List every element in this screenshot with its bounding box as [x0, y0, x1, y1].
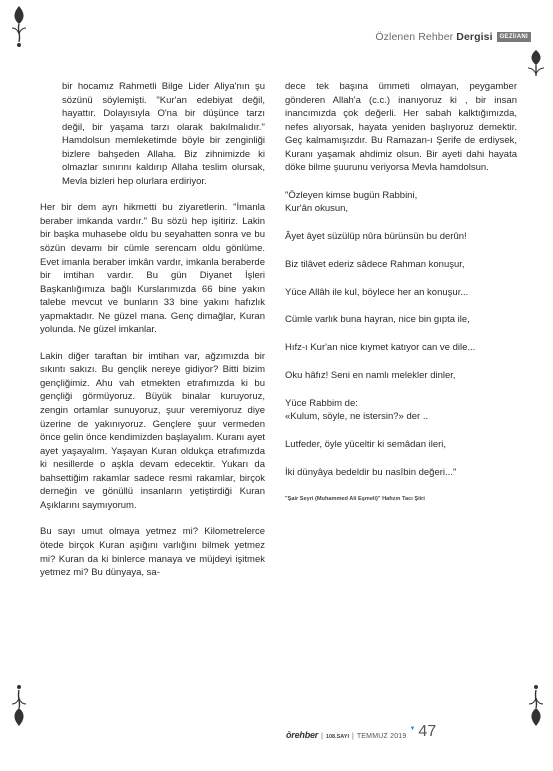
poem-verse: Âyet âyet süzülüp nûra bürünsün bu derûn! [285, 231, 467, 243]
poem-verse: Hıfz-ı Kur'an nice kıymet katıyor can ve dile... [285, 342, 476, 354]
poem-verse: Yüce Allâh ile kul, böylece her an konuşur... [285, 286, 469, 298]
poem-verse: Biz tilâvet ederiz sâdece Rahman konuşur, [285, 258, 465, 270]
magazine-name [375, 31, 492, 43]
paragraph: Lakin diğer taraftan bir imtihan var, ağzımızda bir sıkıntı sakızı. Bu gençlik nereye gidiyor? Bitti bizim gençliğimiz. Ahu vah etmekten etrafımızda ki bu gençliği görmüyoruz. Büyük binalar kuruyoruz, zengin ortamlar sunuyoruz, şuur veremiyoruz diye üzerine de yakınıyoruz. Gençlere şuur vermeden önce gelin önce kendimizden başlayalım. Kuranı ayet ayet yaşayalım. Yaşayan Kuran oldukça etrafımızda ki nesillerde o aşkla devam edecektir. Yukarı da bahsettiğim rakamlar sadece resmi rakamlar, birçok derneğin ve gönüllü insanların yetiştirdiği Kuran Aşıklarını saymıyorum. [40, 350, 265, 511]
magazine-name-bold: Dergisi [456, 31, 493, 43]
arrow-down-icon: ▼ [409, 726, 416, 732]
issue-number: 108.SAYI [325, 734, 349, 740]
corner-ornament-icon [525, 48, 547, 80]
poem-verse: Lutfeder, öyle yüceltir ki semâdan ileri, [285, 438, 447, 450]
poem-credit: "Şair Seyri (Muhammed Ali Eşmeli)" Hafızın Tacı Şiiri [285, 496, 425, 503]
footer-brand: ōrehber [286, 730, 319, 740]
poem-verse: "Özleyen kimse bugün Rabbini, Kur'ân okusun, [285, 189, 418, 215]
poem [285, 189, 517, 479]
section-tag: GEZİ/ANI [497, 32, 531, 42]
divider: | [321, 733, 323, 740]
page-number: 47 [418, 723, 437, 740]
poem-verse: İki dünyâya bedeldir bu nasîbin değeri..." [285, 466, 457, 478]
page-footer [286, 724, 436, 740]
magazine-name-prefix: Özlenen Rehber [375, 31, 454, 43]
paragraph: Her bir dem ayrı hikmetti bu ziyaretlerin. "İmanla beraber imkanda vardır." Bu sözü hep işitiriz. Lakin bir başka muhasebe oldu bu seyahatten sonra ve bu sözün devamı bir cümle serencam oldu gönlüme. Evet imanla beraber imkân vardır, imkanla beraberde bir imtihan vardır. Bu gün Diyanet İşleri Başkanlığımıza bağlı Kurslarımızda 66 bine yakın talebe mevcut ve bunların 33 bine yakını hafızlık yapmaktadır. Ne güzel mana. Genç dimağlar, Kuran yolunda. Ne güzel imkanlar. [40, 202, 265, 336]
poem-verse: Yüce Rabbim de: «Kulum, söyle, ne istersin?» der .. [285, 397, 429, 423]
issue-date: TEMMUZ 2019 [356, 733, 407, 740]
corner-ornament-icon [525, 684, 547, 728]
corner-ornament-icon [8, 4, 30, 48]
paragraph: dece tek başına ümmeti olmayan, peygamber gönderen Allah'a (c.c.) inanıyoruz ki , bir insan inancımızda çok değerli. Her sabah kalktığımızda, nefes alıyorsak, hayata yeniden başlıyoruz demektir. Geç kalmamışızdır. Bu Ramazan-ı Şerife de erdiysek, Kuranı yaşamak ahdimiz olsun. Bir ayeti dahi hayata döke bilme şuurunu veriyorsa Mevla hamdolsun. [285, 81, 517, 174]
page-header [375, 29, 531, 45]
right-column [285, 80, 517, 507]
divider: | [351, 733, 354, 740]
poem-verse: Oku hâfız! Seni en namlı melekler dinler, [285, 369, 456, 381]
poem-verse: Cümle varlık buna hayran, nice bin gıpta ile, [285, 314, 470, 326]
paragraph: Bu sayı umut olmaya yetmez mi? Kilometrelerce ötede birçok Kuran aşığını varlığını bilmek yetmez mi? Kuran da ki binlerce manaya ve müjdeyi işitmek yetmez mi? Bu dünyaya, sa- [40, 526, 265, 579]
corner-ornament-icon [8, 684, 30, 728]
left-column [40, 80, 265, 580]
paragraph: bir hocamız Rahmetli Bilge Lider Aliya'nın şu sözünü söylemişti. "Kur'an edebiyat değil, hayattır. Dolayısıyla O'na bir düşünce tarzı değil, bir yaşama tarzı olarak bakılmalıdır.'' Hamdolsun memleketimde böyle bir zenginliği bizlere bahşeden Allaha. Biz zihnimizde ki olmazlar sınırını kaldırıp Allaha teslim olursak, Mevla bizleri hep olurlara erdiriyor. [62, 81, 265, 187]
